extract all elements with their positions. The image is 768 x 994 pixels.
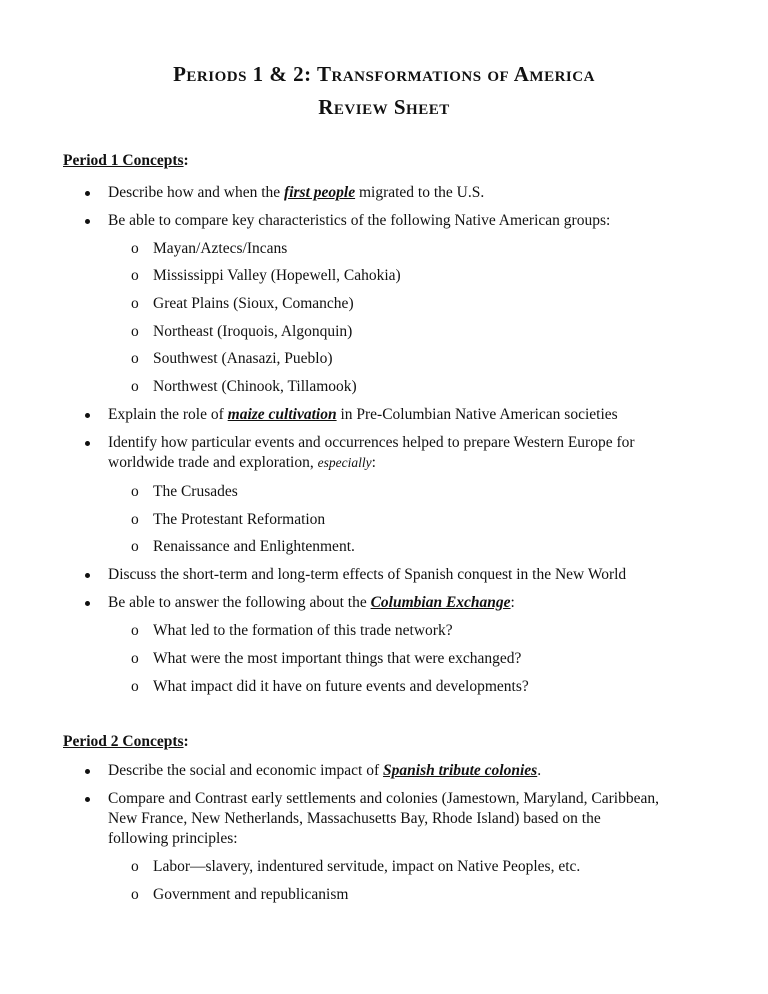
circle-marker-icon: o bbox=[131, 511, 139, 528]
circle-marker-icon: o bbox=[131, 350, 139, 367]
bullet-item: Discuss the short-term and long-term effects of Spanish conquest in the New World bbox=[87, 565, 727, 585]
sub-item: o Southwest (Anasazi, Pueblo) bbox=[131, 350, 333, 367]
bullet-item: Describe how and when the first people migrated to the U.S. bbox=[87, 183, 727, 203]
bullet-icon bbox=[85, 601, 90, 606]
sub-item: o Government and republicanism bbox=[131, 886, 349, 903]
bullet-icon bbox=[85, 441, 90, 446]
bullet-icon bbox=[85, 413, 90, 418]
sub-item: o The Crusades bbox=[131, 483, 238, 500]
key-term: Columbian Exchange bbox=[370, 594, 511, 611]
bullet-item: Be able to answer the following about the Columbian Exchange: bbox=[87, 593, 727, 613]
sub-item: o What were the most important things that were exchanged? bbox=[131, 650, 522, 667]
circle-marker-icon: o bbox=[131, 483, 139, 500]
bullet-item: Compare and Contrast early settlements and colonies (Jamestown, Maryland, Caribbean, New France, New Netherlands, Massachusetts Bay, Rhode Island) based on the following principles: bbox=[87, 789, 727, 849]
key-term: first people bbox=[284, 184, 356, 201]
bullet-item: Identify how particular events and occurrences helped to prepare Western Europe for worldwide trade and exploration, especially: bbox=[87, 433, 727, 473]
period1-heading: Period 1 Concepts: bbox=[63, 152, 189, 169]
circle-marker-icon: o bbox=[131, 858, 139, 875]
bullet-item: Describe the social and economic impact of Spanish tribute colonies. bbox=[87, 761, 727, 781]
sub-item: o Labor—slavery, indentured servitude, impact on Native Peoples, etc. bbox=[131, 858, 581, 875]
sub-item: o Mayan/Aztecs/Incans bbox=[131, 240, 288, 257]
circle-marker-icon: o bbox=[131, 295, 139, 312]
sub-item: o Renaissance and Enlightenment. bbox=[131, 538, 355, 555]
circle-marker-icon: o bbox=[131, 267, 139, 284]
bullet-item: Explain the role of maize cultivation in Pre-Columbian Native American societies bbox=[87, 405, 727, 425]
sub-item: o Northwest (Chinook, Tillamook) bbox=[131, 378, 357, 395]
period2-heading: Period 2 Concepts: bbox=[63, 733, 189, 750]
sub-item: o The Protestant Reformation bbox=[131, 511, 326, 528]
bullet-icon bbox=[85, 191, 90, 196]
circle-marker-icon: o bbox=[131, 622, 139, 639]
page-subtitle: Review Sheet bbox=[318, 95, 450, 119]
bullet-icon bbox=[85, 573, 90, 578]
key-term: maize cultivation bbox=[227, 406, 337, 423]
bullet-item: Be able to compare key characteristics of the following Native American groups: bbox=[87, 211, 727, 231]
sub-item: o Great Plains (Sioux, Comanche) bbox=[131, 295, 354, 312]
page-title: Periods 1 & 2: Transformations of America bbox=[173, 62, 595, 86]
circle-marker-icon: o bbox=[131, 323, 139, 340]
circle-marker-icon: o bbox=[131, 378, 139, 395]
bullet-icon bbox=[85, 769, 90, 774]
bullet-icon bbox=[85, 219, 90, 224]
bullet-icon bbox=[85, 797, 90, 802]
circle-marker-icon: o bbox=[131, 678, 139, 695]
circle-marker-icon: o bbox=[131, 240, 139, 257]
sub-item: o What led to the formation of this trade network? bbox=[131, 622, 453, 639]
circle-marker-icon: o bbox=[131, 886, 139, 903]
circle-marker-icon: o bbox=[131, 538, 139, 555]
sub-item: o What impact did it have on future events and developments? bbox=[131, 678, 529, 695]
circle-marker-icon: o bbox=[131, 650, 139, 667]
sub-item: o Northeast (Iroquois, Algonquin) bbox=[131, 323, 353, 340]
key-term: Spanish tribute colonies bbox=[383, 762, 538, 779]
sub-item: o Mississippi Valley (Hopewell, Cahokia) bbox=[131, 267, 401, 284]
